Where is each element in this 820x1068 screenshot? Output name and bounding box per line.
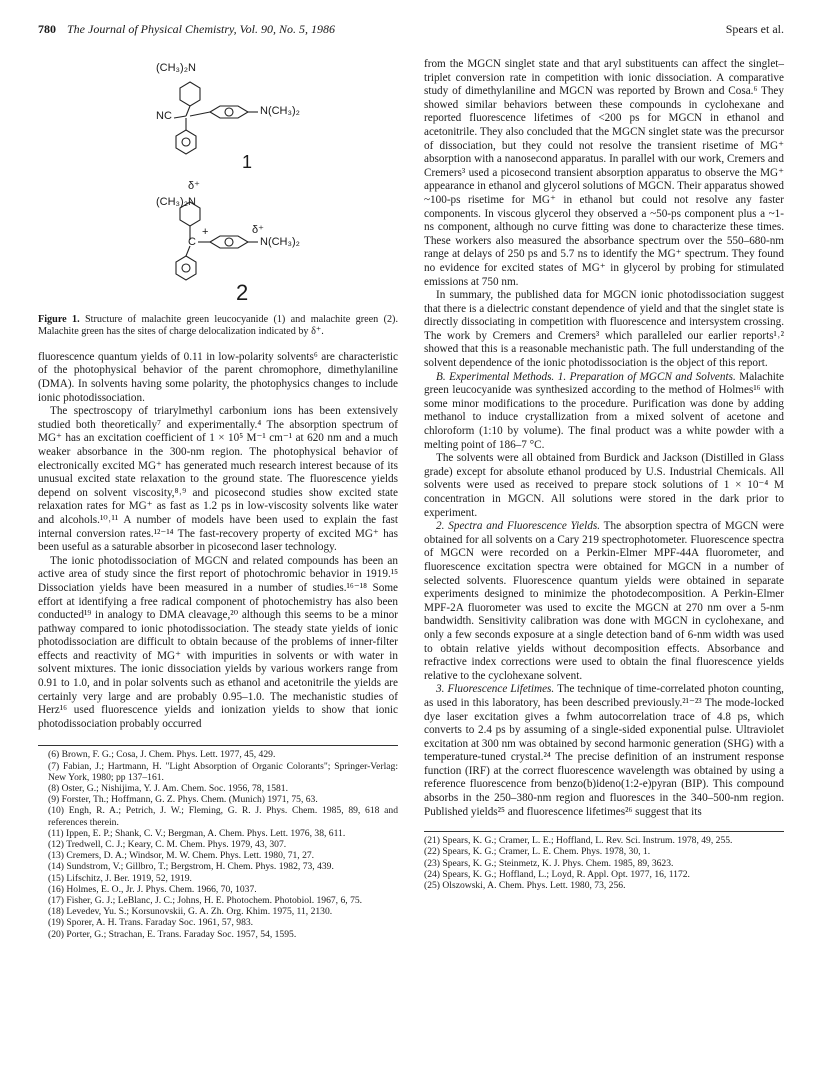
reference-item: (19) Sporer, A. H. Trans. Faraday Soc. 1961, 57, 983. <box>48 917 254 929</box>
subsection-heading: 3. Fluorescence Lifetimes. <box>436 683 555 696</box>
chem-label-c: C <box>188 236 196 248</box>
chem-label-delta-b: δ⁺ <box>252 224 264 236</box>
subsection-text: The absorption spectra of MGCN were obtained for all solvents on a Cary 219 spectrophotometer. Fluorescence spectra of MGCN were recorded on a Perkin-Elmer MPF-44A fluorometer, and fluorescence excitation spectra were obtained for MGCN in a number of selected solvents. Fluorescence quantum yields were obtained in separate experiments designed to minimize the photodecomposition. A Perkin-Elmer MPF-2A fluorometer was used to excite the MGCN at 270 nm over a 5-nm bandwidth. Sensitivity calibration was done with MGCN in cyclohexane, and only a few seconds exposure at a single detection band of 6-nm width was used to obtain relative yields without decomposition effects. Absorbance and refractive index corrections were used to obtain the final fluorescence yields relative to the cyclohexane solvent. <box>424 520 784 682</box>
paragraph: The ionic photodissociation of MGCN and related compounds has been an active area of study since the first report of photochromic behavior in 1919.¹⁵ Dissociation yields have been measured in a number of studies.¹⁶⁻¹⁸ Some effort at identifying a free radical component of photochemistry has also been conducted¹⁹ in analogy to DMA cleavage,²⁰ although this seems to be a minor pathway compared to ionic photodissociation. The steady state yields of ionic photodissociation are difficult to obtain because of the problems of inner-filter effects and reactivity of MG⁺ with impurities in solvents or with water in solvent mixtures. The ionic dissociation yields by various workers range from 0.91 to 1.0, and in polar solvents such as ethanol and acetonitrile the yields are certainly very large and are probably 0.95–1.0. The mechanistic studies of Herz¹⁶ used fluorescence yields and ionization yields to show that ionic photodissociation probably occurred <box>38 554 398 730</box>
chem-label-delta-a: δ⁺ <box>188 180 200 192</box>
chem-label-nme2-right-1: N(CH₃)₂ <box>260 105 300 117</box>
structure-label-1: 1 <box>242 152 253 172</box>
figure-caption <box>38 314 398 339</box>
reference-item: (21) Spears, K. G.; Cramer, L. E.; Hoffland, L. Rev. Sci. Instrum. 1978, 49, 255. <box>424 835 733 847</box>
structure-label-2: 2 <box>236 280 249 305</box>
reference-item: (10) Engh, R. A.; Petrich, J. W.; Fleming, G. R. J. Phys. Chem. 1985, 89, 618 and references therein. <box>48 805 398 828</box>
reference-item: (22) Spears, K. G.; Cramer, L. E. Chem. Phys. 1978, 30, 1. <box>424 846 651 858</box>
paragraph: from the MGCN singlet state and that aryl substituents can affect the singlet–triplet conversion rate in competition with ionic dissociation. A comparative study of dimethylaniline and MGCN was reported by Brown and Cosa.⁶ They showed similar behaviors between these compounds in cyclohexane and reported fluorescence lifetimes of <200 ps for MGCN in ethanol and acetonitrile. They also concluded that the MGCN singlet state was the precursor of dissociation, but they could not resolve the transient risetime of MG⁺ absorption with a nanosecond apparatus. In parallel with our work, Cremers and Cremers³ used a picosecond transient absorption apparatus to observe the MG⁺ appearance in ethanol and glycerol solutions of MGCN. Their apparatus showed ~100-ps risetime for MG⁺ in ethanol but could not resolve any faster components. In viscous glycerol they observed a ~50-ps component plus a ~1-ns component, although no curve fitting was done to characterize these times. These workers also measured the absorbance spectrum over the 550–680-nm range at delays of 250 ps and 5.7 ns to identify the MG⁺ spectrum. They found no evidence for excited states of MG⁺ in glycerol by probing for stimulated emissions at 750 nm. <box>424 58 784 288</box>
reference-item: (23) Spears, K. G.; Steinmetz, K. J. Phys. Chem. 1985, 89, 3623. <box>424 857 674 869</box>
chemical-structures-drawing <box>38 58 398 308</box>
section-heading: B. Experimental Methods. <box>436 370 555 383</box>
paragraph: In summary, the published data for MGCN ionic photodissociation suggest that there is a dielectric constant dependence of yield and that the singlet state is directly dissociating in competition with fluorescence and intersystem crossing. The work by Cremers and Cremers³ which paralleled our earlier reports¹˒² showed that this is a reasonable mechanistic path. The full understanding of the solvent dependence of the ionic photodissociation is the object of this report. <box>424 289 784 370</box>
subsection-text: Malachite green leucocyanide was synthesized according to the method of Holmes¹⁶ with some minor modifications to the procedure. Purification was done by adding methanol to induce crystallization from a mixed solvent of acetone and chloroform (1:10 by volume). The final product was a white powder with a melting point of 186–7 °C. <box>424 370 784 451</box>
reference-item: (9) Forster, Th.; Hoffmann, G. Z. Phys. Chem. (Munich) 1971, 75, 63. <box>48 794 318 806</box>
caption-label: Figure 1. <box>38 314 80 325</box>
chem-label-nme2-right-2: N(CH₃)₂ <box>260 236 300 248</box>
reference-item: (11) Ippen, E. P.; Shank, C. V.; Bergman, A. Chem. Phys. Lett. 1976, 38, 611. <box>48 827 346 839</box>
running-header <box>38 22 784 42</box>
subsection-text: The technique of time-correlated photon counting, as used in this laboratory, has been described previously.²¹⁻²³ The mode-locked dye laser excitation gives a fwhm autocorrelation trace of 4.8 ps, which converts to 2.4 ps by assuming of a single-sided exponential pulse. Ultraviolet excitation at 300 nm was obtained by second harmonic generation (SHG) with a temperature-tuned crystal.²⁴ The precise definition of an instrument response function (IRF) at the correct fluorescence wavelength was obtained by using a reference fluorescence from benzo(b)ideno(1:2-e)pyran (BIP). This compound absorbs in the 250–380-nm region and fluoresces in the 340–500-nm region. Published yields²⁵ and fluorescence lifetimes²⁶ suggest that its <box>424 683 784 818</box>
journal-name: The Journal of Physical Chemistry, Vol. 90, No. 5, 1986 <box>67 22 335 36</box>
paragraph <box>424 520 784 683</box>
right-column <box>424 58 784 891</box>
left-column <box>38 58 398 940</box>
chem-label-plus: + <box>202 226 209 238</box>
reference-item: (18) Levedev, Yu. S.; Korsunovskii, G. A. Zh. Org. Khim. 1975, 11, 2130. <box>48 906 333 918</box>
chem-label-nme2-top-1: (CH₃)₂N <box>156 62 196 74</box>
paragraph <box>424 371 784 453</box>
paragraph <box>424 683 784 819</box>
caption-text: Structure of malachite green leucocyanide (1) and malachite green (2). Malachite green has the sites of charge delocalization indicated by δ⁺. <box>38 314 398 338</box>
paragraph: fluorescence quantum yields of 0.11 in low-polarity solvents⁶ are characteristic of the photophysical behavior of the parent chromophore, dimethylaniline (DMA). In solvents having some polarity, the photophysics changes to include ionic photodissociation. <box>38 350 398 404</box>
reference-item: (13) Cremers, D. A.; Windsor, M. W. Chem. Phys. Lett. 1980, 71, 27. <box>48 850 315 862</box>
figure-1 <box>38 58 398 308</box>
reference-item: (8) Oster, G.; Nishijima, Y. J. Am. Chem. Soc. 1956, 78, 1581. <box>48 783 288 795</box>
ring-bottom-1 <box>176 130 196 154</box>
reference-item: (6) Brown, F. G.; Cosa, J. Chem. Phys. Lett. 1977, 45, 429. <box>48 749 276 761</box>
ring-bottom-2 <box>176 256 196 280</box>
reference-item: (17) Fisher, G. J.; LeBlanc, J. C.; Johns, H. E. Photochem. Photobiol. 1967, 6, 75. <box>48 895 363 907</box>
page-number: 780 <box>38 22 56 36</box>
ring-top-1 <box>180 82 200 106</box>
reference-item: (12) Tredwell, C. J.; Keary, C. M. Chem. Phys. 1979, 43, 307. <box>48 839 287 851</box>
subsection-heading: 2. Spectra and Fluorescence Yields. <box>436 520 600 533</box>
subsection-heading: 1. Preparation of MGCN and Solvents. <box>557 370 736 383</box>
reference-item: (15) Lifschitz, J. Ber. 1919, 52, 1919. <box>48 872 192 884</box>
reference-list-left <box>38 745 398 939</box>
reference-item: (24) Spears, K. G.; Hoffland, L.; Loyd, R. Appl. Opt. 1977, 16, 1172. <box>424 868 690 880</box>
paragraph: The solvents were all obtained from Burdick and Jackson (Distilled in Glass grade) except for absolute ethanol produced by U.S. Industrial Chemicals. All solvents were used as received to prepare stock solutions of 1 × 10⁻⁴ M concentration in MGCN. All solutions were stored in the dark prior to experiment. <box>424 452 784 519</box>
chem-label-nc: NC <box>156 110 172 122</box>
chem-label-nme2-top-2: (CH₃)₂N <box>156 196 196 208</box>
reference-item: (20) Porter, G.; Strachan, E. Trans. Faraday Soc. 1957, 54, 1595. <box>48 928 297 940</box>
running-authors: Spears et al. <box>725 22 784 36</box>
reference-item: (25) Olszowski, A. Chem. Phys. Lett. 1980, 73, 256. <box>424 880 626 892</box>
reference-list-right <box>424 831 784 891</box>
paragraph: The spectroscopy of triarylmethyl carbonium ions has been extensively studied both theoretically⁷ and experimentally.⁴ The absorption spectrum of MG⁺ has an excitation coefficient of 1 × 10⁵ M⁻¹ cm⁻¹ at 620 nm and a much weaker absorbance in the 300-nm region. The photophysical behavior of electronically excited MG⁺ has generated much research interest because of its unusual excited state relaxation to the ground state. The fluorescence yields depend on solvent viscosity,⁸˒⁹ and picosecond studies show excited state relaxation rates for MG⁺ as fast as 1.2 ps in low-viscosity solvents like water and alcohols.¹⁰˒¹¹ A number of models have been used to explain the fast internal conversion rates.¹²⁻¹⁴ The fast-recovery property of excited MG⁺ has been useful as a saturable absorber in picosecond laser technology. <box>38 405 398 554</box>
reference-item: (16) Holmes, E. O., Jr. J. Phys. Chem. 1966, 70, 1037. <box>48 883 257 895</box>
reference-item: (7) Fabian, J.; Hartmann, H. "Light Absorption of Organic Colorants"; Springer-Verlag: New York, 1980; pp 137–161. <box>48 760 398 783</box>
reference-item: (14) Sundstrom, V.; Gillbro, T.; Bergstrom, H. Chem. Phys. 1982, 73, 439. <box>48 861 334 873</box>
